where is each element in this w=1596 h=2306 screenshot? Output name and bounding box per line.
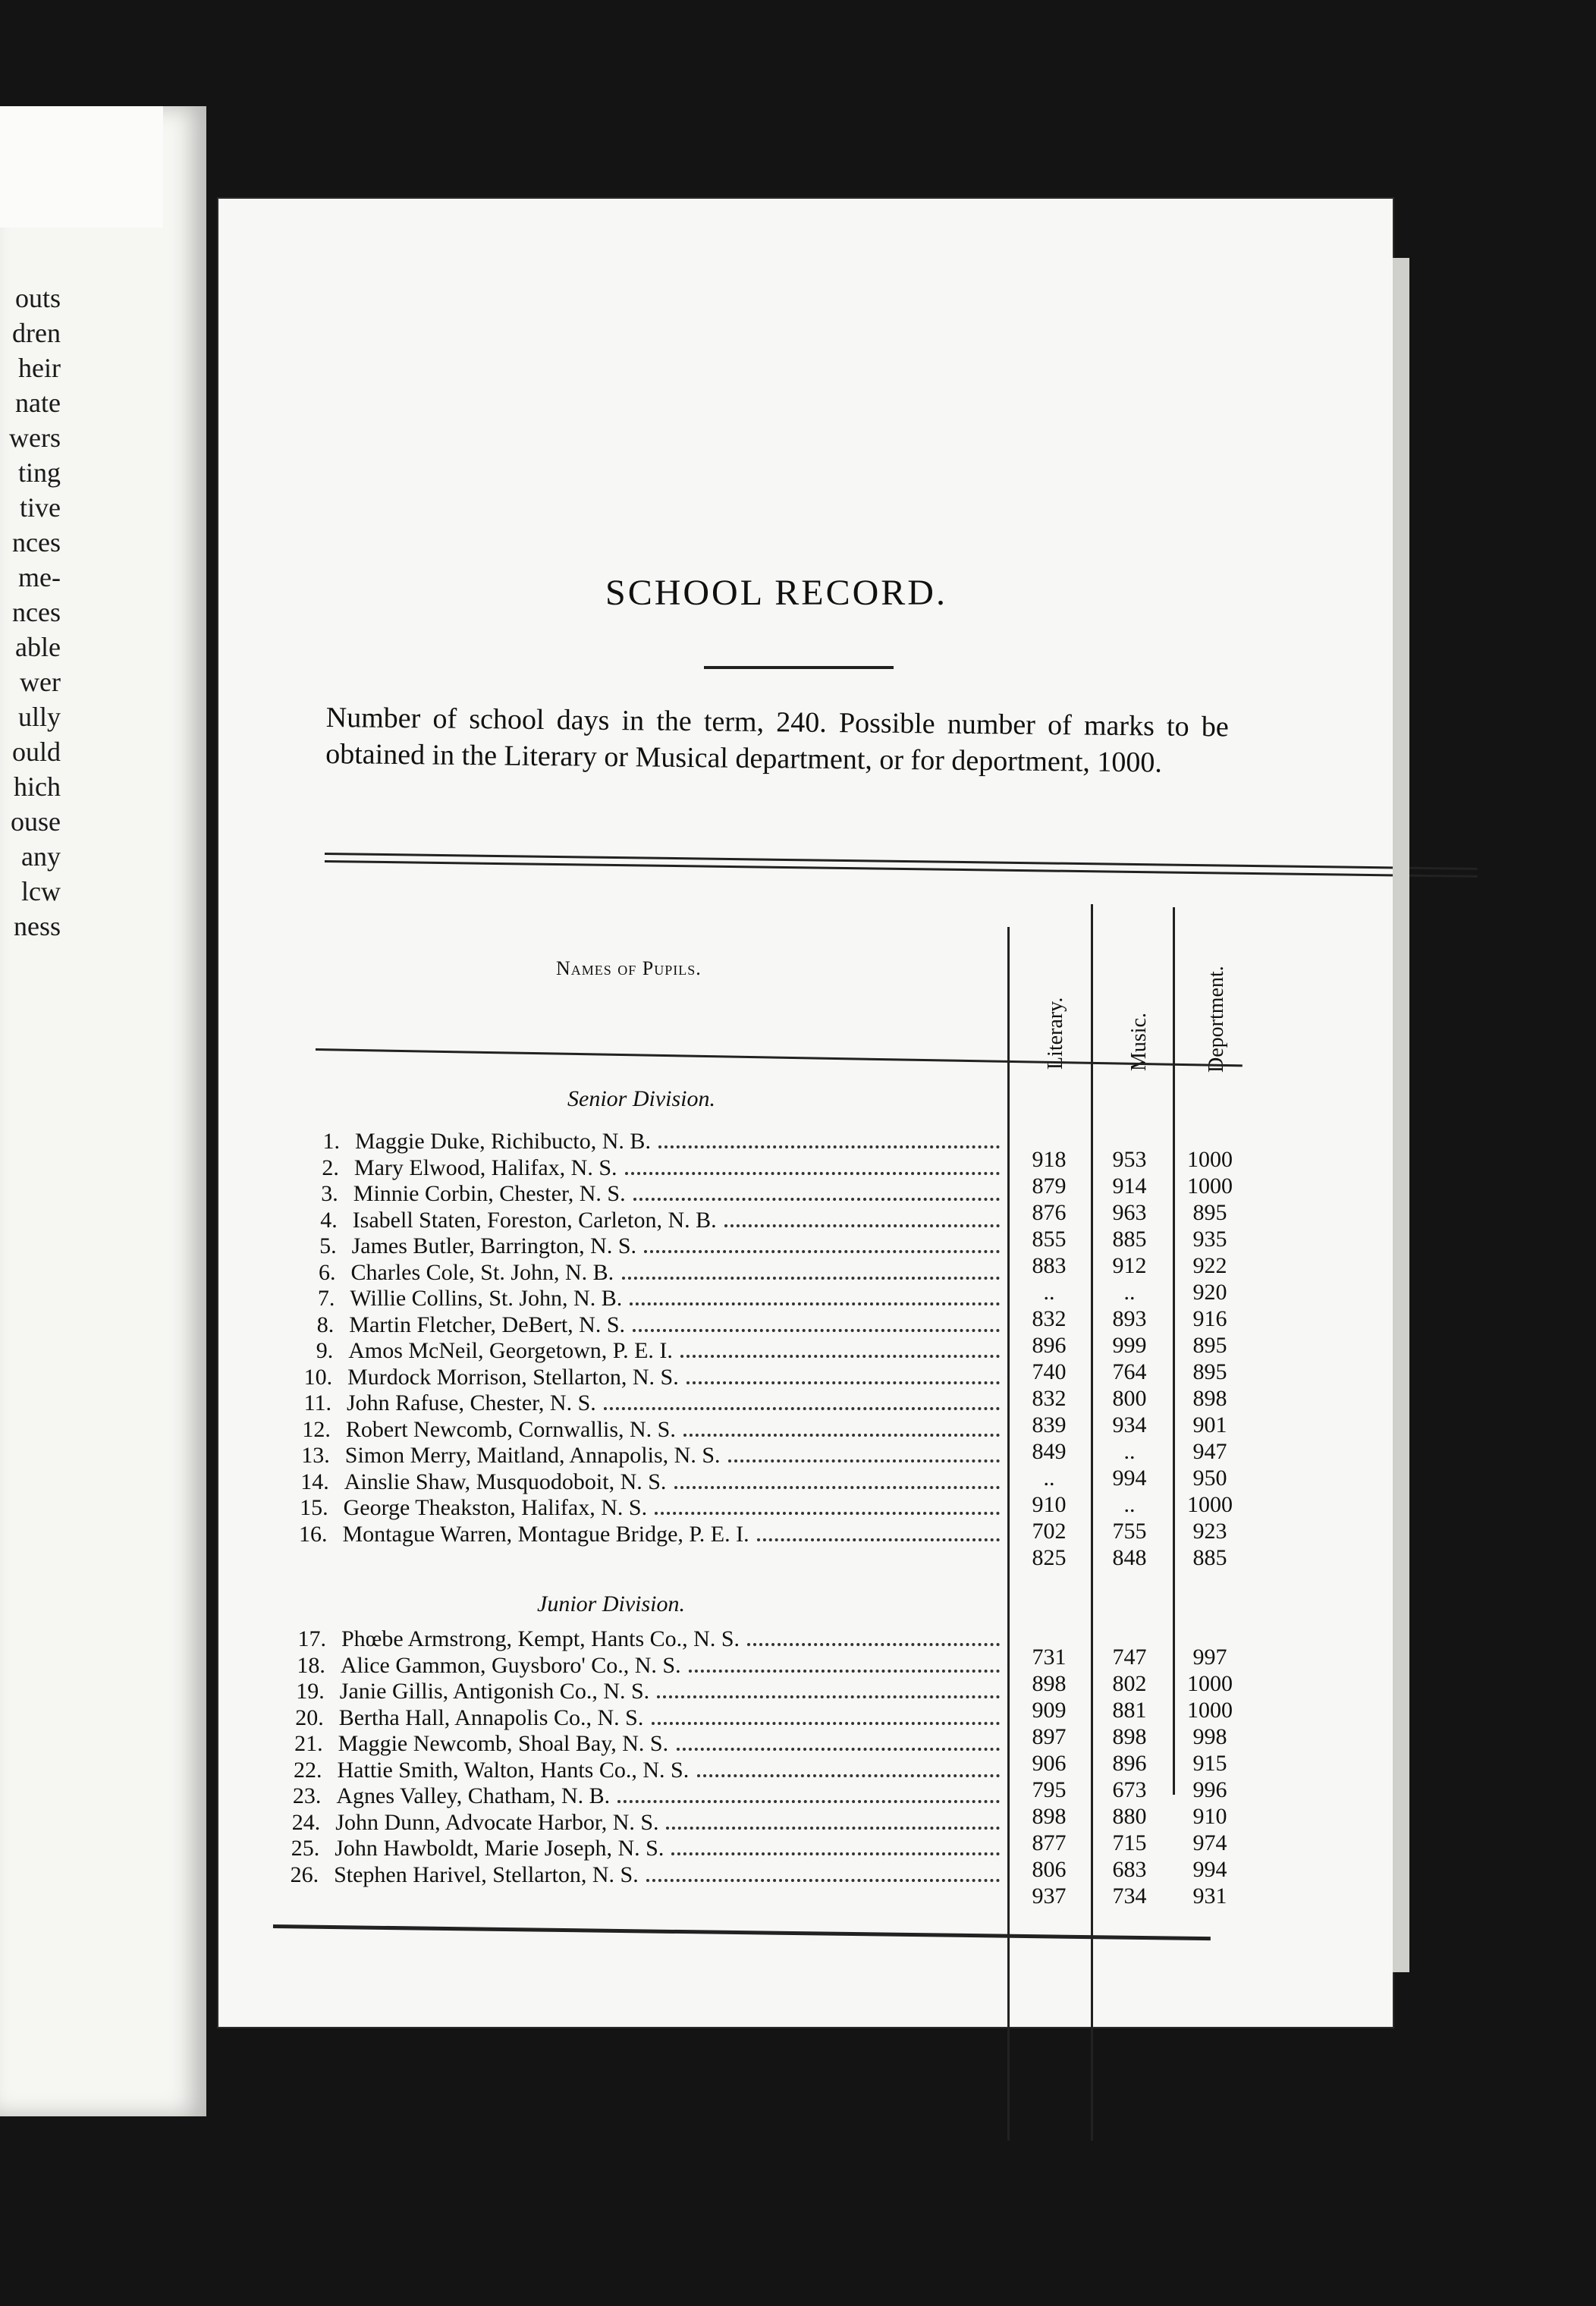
row-number: 14. (300, 1469, 329, 1494)
pupil-name: Simon Merry, Maitland, Annapolis, N. S. (344, 1443, 721, 1468)
left-page-text-fragment: any (21, 841, 61, 872)
mark-music: 755 (1112, 1519, 1147, 1544)
mark-music: 885 (1112, 1227, 1147, 1252)
mark-music: 896 (1112, 1751, 1147, 1776)
table-row (259, 1810, 927, 1836)
column-divider-deportment (1173, 907, 1175, 1795)
left-page-text-fragment: ould (11, 737, 61, 767)
left-page-text-fragment: ting (17, 457, 61, 488)
table-row (278, 1181, 945, 1207)
mark-music: 683 (1112, 1857, 1147, 1882)
dot-leader (622, 1277, 1001, 1280)
intro-paragraph: Number of school days in the term, 240. Possible number of marks to be obtained in the Literary or Musical department, or for deportment, 1000. (325, 701, 1229, 779)
row-number: 2. (322, 1155, 339, 1180)
mark-literary: 906 (1032, 1751, 1067, 1776)
mark-deportment: 923 (1192, 1519, 1227, 1544)
pupil-name: Robert Newcomb, Cornwallis, N. S. (345, 1416, 676, 1442)
table-row (265, 1653, 932, 1679)
mark-deportment: 935 (1192, 1227, 1227, 1252)
mark-literary: 825 (1032, 1545, 1067, 1570)
left-page-text-fragment: me- (18, 562, 61, 592)
mark-literary: .. (1043, 1280, 1055, 1305)
row-number: 16. (299, 1521, 328, 1547)
left-page-text-fragment: dren (12, 318, 61, 348)
dot-leader (655, 1512, 1000, 1515)
row-number: 13. (301, 1443, 330, 1468)
row-number: 18. (297, 1652, 325, 1678)
row-number: 15. (300, 1495, 328, 1520)
pupil-name: Agnes Valley, Chatham, N. B. (336, 1783, 611, 1808)
dot-leader (680, 1355, 1000, 1358)
left-page-text-fragment: heir (18, 353, 61, 383)
row-number: 7. (317, 1286, 335, 1311)
dot-leader (633, 1329, 1000, 1332)
row-number: 11. (303, 1390, 331, 1415)
dot-leader (677, 1748, 1000, 1751)
row-number: 4. (320, 1207, 338, 1233)
mark-music: 734 (1112, 1883, 1147, 1909)
mark-deportment: 895 (1192, 1359, 1227, 1384)
row-number: 6. (319, 1259, 336, 1285)
pupil-name: Alice Gammon, Guysboro' Co., N. S. (340, 1652, 681, 1678)
pupil-name: Charles Cole, St. John, N. B. (350, 1259, 614, 1285)
junior-division-heading: Junior Division. (537, 1591, 685, 1616)
mark-literary: 877 (1032, 1830, 1067, 1855)
mark-literary: 918 (1032, 1147, 1067, 1172)
mark-music: 934 (1112, 1412, 1147, 1437)
mark-music: 893 (1112, 1306, 1147, 1331)
pupil-name: James Butler, Barrington, N. S. (351, 1233, 637, 1258)
left-page-fragment (0, 106, 206, 2116)
row-number: 20. (295, 1704, 324, 1730)
table-row (278, 1155, 946, 1181)
table-row (263, 1705, 931, 1731)
mark-deportment: 950 (1192, 1466, 1227, 1491)
pupil-name: Maggie Duke, Richibucto, N. B. (355, 1129, 651, 1154)
mark-literary: 897 (1032, 1724, 1067, 1749)
dot-leader (747, 1643, 1000, 1646)
main-page (218, 199, 1393, 2027)
table-row (268, 1495, 935, 1521)
dot-leader (671, 1852, 1000, 1855)
mark-deportment: 915 (1192, 1751, 1227, 1776)
mark-music: 881 (1112, 1698, 1147, 1723)
mark-music: 673 (1112, 1777, 1147, 1802)
mark-music: 764 (1112, 1359, 1147, 1384)
mark-music: 802 (1112, 1671, 1147, 1696)
mark-deportment: 920 (1192, 1280, 1227, 1305)
left-page-text-fragment: ully (17, 702, 61, 732)
mark-music: 747 (1112, 1645, 1147, 1670)
row-number: 9. (316, 1338, 334, 1363)
mark-music: 715 (1112, 1830, 1147, 1855)
mark-deportment: 1000 (1187, 1698, 1233, 1723)
dot-leader (686, 1381, 1000, 1384)
mark-music: 880 (1112, 1804, 1147, 1829)
dot-leader (683, 1434, 1000, 1437)
mark-deportment: 997 (1192, 1645, 1227, 1670)
table-row (267, 1522, 935, 1547)
pupil-name: Ainslie Shaw, Musquodoboit, N. S. (344, 1469, 667, 1494)
dot-leader (728, 1459, 1000, 1462)
pupil-name: Martin Fletcher, DeBert, N. S. (349, 1312, 626, 1337)
table-row (277, 1208, 944, 1233)
mark-deportment: 916 (1192, 1306, 1227, 1331)
mark-literary: 832 (1032, 1386, 1067, 1411)
dot-leader (652, 1722, 1000, 1725)
mark-deportment: 1000 (1187, 1173, 1233, 1199)
mark-music: 953 (1112, 1147, 1147, 1172)
left-page-text-fragment: ness (14, 911, 61, 941)
pupil-name: Mary Elwood, Halifax, N. S. (353, 1155, 617, 1180)
pupil-name: Maggie Newcomb, Shoal Bay, N. S. (338, 1731, 669, 1756)
row-number: 17. (297, 1626, 326, 1651)
mark-deportment: 885 (1192, 1545, 1227, 1570)
mark-literary: 909 (1032, 1698, 1067, 1723)
row-number: 3. (321, 1181, 338, 1206)
table-row (272, 1365, 939, 1390)
mark-deportment: 974 (1192, 1830, 1227, 1855)
column-divider-literary (1007, 927, 1010, 2141)
pupil-name: Montague Warren, Montague Bridge, P. E. I. (342, 1521, 749, 1547)
pupil-name: Willie Collins, St. John, N. B. (350, 1286, 623, 1311)
dot-leader (757, 1538, 1001, 1541)
mark-deportment: 922 (1192, 1253, 1227, 1278)
left-page-text-fragment: outs (14, 283, 61, 313)
mark-literary: 910 (1032, 1492, 1067, 1517)
mark-deportment: 1000 (1187, 1492, 1233, 1517)
dot-leader (657, 1695, 1000, 1698)
mark-literary: 839 (1032, 1412, 1067, 1437)
mark-literary: 731 (1032, 1645, 1067, 1670)
table-row (259, 1836, 926, 1861)
row-number: 25. (291, 1836, 320, 1861)
table-row (279, 1129, 947, 1155)
row-number: 22. (294, 1757, 322, 1783)
mark-deportment: 996 (1192, 1777, 1227, 1802)
dot-leader (630, 1302, 1000, 1305)
pupil-name: Isabell Staten, Foreston, Carleton, N. B. (352, 1207, 717, 1233)
dot-leader (724, 1224, 1000, 1227)
row-number: 8. (316, 1312, 335, 1337)
mark-music: 914 (1112, 1173, 1147, 1199)
mark-literary: 740 (1032, 1359, 1067, 1384)
column-header-names: Names of Pupils. (556, 957, 702, 979)
mark-deportment: 901 (1192, 1412, 1227, 1437)
record-table (218, 199, 1393, 2027)
mark-music: 800 (1112, 1386, 1147, 1411)
mark-deportment: 994 (1192, 1857, 1227, 1882)
mark-music: 898 (1112, 1724, 1147, 1749)
mark-literary: .. (1043, 1466, 1055, 1491)
left-page-text-fragment: tive (20, 492, 61, 523)
table-row (269, 1443, 937, 1469)
mark-literary: 849 (1032, 1439, 1067, 1464)
table-row (275, 1260, 943, 1286)
pupil-name: John Rafuse, Chester, N. S. (347, 1390, 596, 1415)
mark-literary: 937 (1032, 1883, 1067, 1909)
dot-leader (604, 1407, 1000, 1410)
mark-literary: 806 (1032, 1857, 1067, 1882)
pupil-name: Hattie Smith, Walton, Hants Co., N. S. (337, 1757, 690, 1783)
dot-leader (633, 1198, 1000, 1201)
dot-leader (617, 1800, 1000, 1803)
row-number: 10. (303, 1364, 333, 1390)
table-top-rule-2 (325, 860, 1478, 878)
mark-literary: 879 (1032, 1173, 1067, 1199)
dot-leader (666, 1827, 1000, 1830)
row-number: 5. (319, 1233, 337, 1258)
pupil-name: Stephen Harivel, Stellarton, N. S. (334, 1861, 639, 1887)
mark-deportment: 947 (1192, 1439, 1227, 1464)
mark-deportment: 1000 (1187, 1147, 1233, 1172)
mark-literary: 795 (1032, 1777, 1067, 1802)
mark-music: .. (1123, 1280, 1136, 1305)
dot-leader (625, 1172, 1000, 1175)
mark-music: 994 (1112, 1466, 1147, 1491)
left-page-text-fragment: nces (12, 527, 61, 558)
row-number: 19. (296, 1679, 325, 1704)
table-row (264, 1679, 932, 1704)
column-divider-music (1091, 904, 1093, 2141)
table-row (276, 1233, 944, 1259)
table-row (270, 1417, 938, 1443)
page-title: SCHOOL RECORD. (605, 573, 947, 613)
table-row (269, 1469, 936, 1495)
mark-literary: 896 (1032, 1333, 1067, 1358)
row-number: 26. (290, 1861, 319, 1887)
mark-music: 999 (1112, 1333, 1147, 1358)
left-page-top-strip (0, 106, 163, 228)
row-number: 24. (291, 1809, 321, 1835)
pupil-name: George Theakston, Halifax, N. S. (343, 1495, 648, 1520)
mark-literary: 883 (1032, 1253, 1067, 1278)
pupil-name: John Hawboldt, Marie Joseph, N. S. (335, 1836, 664, 1861)
dot-leader (689, 1670, 1000, 1673)
dot-leader (658, 1145, 1000, 1148)
mark-deportment: 895 (1192, 1333, 1227, 1358)
table-row (265, 1626, 933, 1652)
senior-division-heading: Senior Division. (567, 1086, 715, 1111)
mark-literary: 898 (1032, 1804, 1067, 1829)
mark-deportment: 931 (1192, 1883, 1227, 1909)
table-bottom-rule (273, 1924, 1211, 1940)
pupil-name: Minnie Corbin, Chester, N. S. (353, 1181, 626, 1206)
mark-literary: 855 (1032, 1227, 1067, 1252)
left-page-text-fragment: wer (20, 667, 61, 697)
dot-leader (674, 1486, 1000, 1489)
table-row (273, 1312, 941, 1338)
left-page-text-fragment: nate (15, 388, 61, 418)
row-number: 21. (294, 1731, 323, 1756)
pupil-name: Amos McNeil, Georgetown, P. E. I. (348, 1338, 673, 1363)
left-page-text-fragment: ouse (11, 806, 61, 837)
header-bottom-rule (316, 1048, 1243, 1067)
mark-literary: 702 (1032, 1519, 1067, 1544)
mark-deportment: 1000 (1187, 1671, 1233, 1696)
mark-deportment: 910 (1192, 1804, 1227, 1829)
pupil-name: John Dunn, Advocate Harbor, N. S. (335, 1809, 659, 1835)
column-header-music: Music. (1127, 1013, 1151, 1071)
left-page-text-fragment: nces (12, 597, 61, 627)
left-page-text-fragment: hich (14, 771, 61, 802)
pupil-name: Phœbe Armstrong, Kempt, Hants Co., N. S. (341, 1626, 740, 1651)
dot-leader (646, 1879, 1000, 1882)
mark-music: 963 (1112, 1200, 1147, 1225)
mark-music: 848 (1112, 1545, 1147, 1570)
dot-leader (644, 1250, 1000, 1253)
left-page-text-fragment: wers (9, 423, 61, 453)
table-row (262, 1758, 929, 1783)
table-row (260, 1783, 928, 1809)
row-number: 1. (322, 1129, 340, 1154)
left-page-text-fragment: able (15, 632, 61, 662)
mark-deportment: 998 (1192, 1724, 1227, 1749)
table-row (272, 1338, 940, 1364)
mark-literary: 876 (1032, 1200, 1067, 1225)
page-edge (1393, 258, 1409, 1972)
mark-music: .. (1123, 1439, 1136, 1464)
pupil-name: Bertha Hall, Annapolis Co., N. S. (338, 1704, 644, 1730)
pupil-name: Janie Gillis, Antigonish Co., N. S. (339, 1679, 650, 1704)
mark-literary: 832 (1032, 1306, 1067, 1331)
mark-music: .. (1123, 1492, 1136, 1517)
table-row (262, 1731, 930, 1757)
mark-literary: 898 (1032, 1671, 1067, 1696)
mark-deportment: 898 (1192, 1386, 1227, 1411)
column-header-literary: Literary. (1044, 997, 1067, 1070)
table-row (274, 1286, 941, 1312)
mark-music: 912 (1112, 1253, 1147, 1278)
row-number: 23. (292, 1783, 322, 1808)
pupil-name: Murdock Morrison, Stellarton, N. S. (347, 1364, 679, 1390)
table-row (271, 1390, 938, 1416)
table-row (258, 1862, 925, 1888)
left-page-text-fragment: lcw (21, 876, 61, 906)
row-number: 12. (302, 1416, 331, 1442)
column-header-deportment: Deportment. (1205, 966, 1228, 1073)
dot-leader (697, 1774, 1001, 1777)
mark-deportment: 895 (1192, 1200, 1227, 1225)
